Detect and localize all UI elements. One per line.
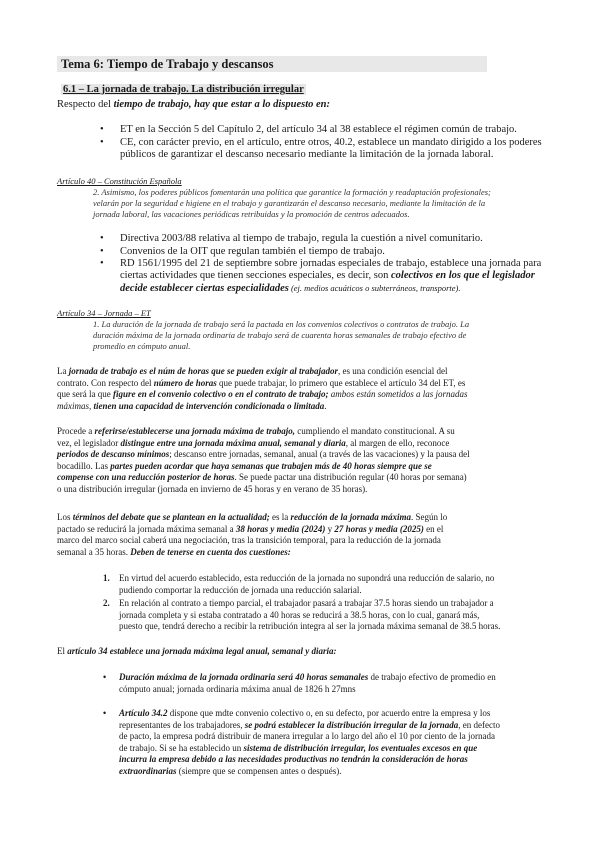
text-run: colectivos en los que el legislador <box>391 270 535 281</box>
text-run: 1. <box>103 573 110 583</box>
text-run: 1. La duración de la jornada de trabajo será la pactada en los convenios colectivos o contratos de trabajo. La <box>93 319 470 329</box>
text-run: Respecto del <box>57 99 114 110</box>
text-run: marco del marco social caberá una negociación, tras la transición temporal, para la reducción de la jornada <box>57 535 441 545</box>
text-run: ; descanso entre jornadas, semanal, anual (a través de las vacaciones) y la pausa del <box>169 449 470 459</box>
text-run: Los <box>57 512 73 522</box>
bullet-icon: • <box>100 124 104 135</box>
text-run: 27 horas y media (2025) <box>334 523 424 534</box>
text-run: partes pueden acordar que haya semanas que trabajen más de 40 horas siempre que se <box>110 460 432 471</box>
text-run: cumpliendo el mandato constitucional. A su <box>294 426 455 436</box>
article-40-title: Artículo 40 – Constitución Española <box>57 176 182 186</box>
text-line <box>57 401 543 413</box>
text-line <box>57 535 543 547</box>
article-34-quote <box>93 319 541 352</box>
text-run: En virtud del acuerdo establecido, esta reducción de la jornada no supondrá una reducción de salario, no <box>119 573 495 583</box>
text-run: referirse/establecerse una jornada máxima de trabajo, <box>94 426 295 436</box>
text-run: artículo 34 establece una jornada máxima legal anual, semanal y diaria: <box>67 646 337 656</box>
paragraph <box>57 512 543 558</box>
bullet-icon: • <box>100 137 104 148</box>
section-heading: 6.1 – La jornada de trabajo. La distribución irregular <box>63 84 304 95</box>
text-run: sistema de distribución irregular, los eventuales excesos en que <box>243 742 478 753</box>
text-run: . Según lo <box>411 512 448 522</box>
text-line <box>57 426 543 438</box>
text-run: Procede a <box>57 426 95 436</box>
text-run: promedio en cómputo anual. <box>93 341 191 351</box>
text-line <box>119 743 531 755</box>
text-run: se podrá establecer la distribución irregular de la jornada <box>244 719 459 730</box>
text-run: vez, el legislador <box>57 437 121 448</box>
text-run: que puede trabajar, lo primero que establece el artículo 34 del ET, es <box>216 377 466 388</box>
text-line <box>119 731 531 743</box>
text-line <box>57 547 543 559</box>
text-run: tienen una capacidad de intervención condicionada o limitada <box>93 400 325 411</box>
text-line <box>57 524 543 536</box>
text-run: puesto que, tendrá derecho a recibir la retribución integra al ser la jornada máxima semanal de 38.5 horas. <box>119 621 501 631</box>
text-run: tiempo de trabajo, hay que estar a lo dispuesto en: <box>113 99 330 110</box>
text-run: decide establecer ciertas especialidades <box>120 283 289 294</box>
text-line <box>57 389 543 401</box>
text-run: 2. Asimismo, los poderes públicos fomentarán una política que garantice la formación y readaptación profesionales; <box>93 187 491 197</box>
text-run: Duración máxima de la jornada ordinaria será 40 horas semanales <box>119 672 369 682</box>
text-run: (ej. medios acuáticos o subterráneos, transporte). <box>288 283 461 293</box>
text-line <box>119 672 531 684</box>
paragraph <box>57 646 543 658</box>
text-line <box>57 449 543 461</box>
text-run: términos del debate que se plantean en la actualidad; <box>72 512 270 522</box>
text-run: de trabajo efectivo de promedio en <box>368 672 496 682</box>
text-run: reducción de la jornada máxima <box>290 512 412 522</box>
text-run: ambos están sometidos a las jornadas <box>328 389 468 399</box>
text-line <box>119 720 531 732</box>
text-run: El <box>57 646 68 656</box>
list-item-continued <box>120 270 550 283</box>
text-run: pactado se reducirá la jornada máxima semanal a <box>57 523 236 534</box>
article-34-title: Artículo 34 – Jornada – ET <box>57 308 151 318</box>
bullet-icon: • <box>100 258 104 269</box>
text-line <box>119 766 531 778</box>
text-run: cómputo anual; jornada ordinaria máxima anual de 1826 h 27mns <box>119 683 356 694</box>
text-run: RD 1561/1995 del 21 de septiembre sobre jornadas especiales de trabajo, establece una jornada para <box>120 258 542 269</box>
text-run: máximas, <box>57 400 94 411</box>
paragraph <box>57 426 543 495</box>
text-run: Deben de tenerse en cuenta dos cuestiones: <box>130 546 291 557</box>
text-run: . <box>324 400 327 411</box>
text-run: semanal a 35 horas. <box>57 546 131 557</box>
bullet-icon: • <box>100 233 104 244</box>
bullet-icon: • <box>103 708 107 718</box>
text-line <box>57 438 543 450</box>
paragraph <box>57 366 543 412</box>
text-run: y <box>325 523 335 534</box>
text-run: pudiendo comportar la reducción de jornada una reducción salarial. <box>119 584 362 595</box>
text-run: extraordinarias <box>119 765 177 776</box>
text-run: , al margen de ello, reconoce <box>345 437 450 448</box>
text-run: Directiva 2003/88 relativa al tiempo de trabajo, regula la cuestión a nivel comunitario. <box>120 233 483 244</box>
text-run: representantes de los trabajadores, <box>119 719 245 730</box>
text-run: ET en la Sección 5 del Capítulo 2, del artículo 34 al 38 establece el régimen común de trabajo. <box>120 124 517 135</box>
text-run: que será la que <box>57 389 113 399</box>
text-run: bocadillo. Las <box>57 460 111 471</box>
text-run: (siempre que se compensen antes o después). <box>176 765 342 776</box>
text-run: ciertas actividades que tienen secciones especiales, es decir, son <box>120 270 392 281</box>
text-run: jornada de trabajo es el núm de horas que se pueden exigir al trabajador <box>68 366 339 376</box>
bullet-icon: • <box>100 246 104 257</box>
text-run: figure en el convenio colectivo o en el contrato de trabajo; <box>112 389 329 399</box>
text-run: , es una condición esencial del <box>338 366 448 376</box>
text-run: o una distribución irregular (jornada en invierno de 45 horas y en verano de 35 horas). <box>57 483 368 494</box>
text-run: 2. <box>103 598 110 608</box>
text-line <box>119 684 531 696</box>
text-run: jornada laboral, las vacaciones periódicas retribuidas y la promoción de centros adecuados. <box>93 209 410 219</box>
text-line <box>57 461 543 473</box>
text-run: de trabajo. Si se ha establecido un <box>119 742 244 753</box>
bullet-icon: • <box>103 672 107 682</box>
text-run: CE, con carácter previo, en el artículo, entre otros, 40.2, establece un mandato dirigido a los poderes <box>120 137 542 148</box>
text-run: velarán por la seguridad e higiene en el trabajo y garantizarán el descanso necesario, mediante la limitación de la <box>93 198 486 208</box>
text-line <box>119 708 531 720</box>
text-run: jornada completa y si estaba contratado a 40 horas se reducirá a 38.5 horas, con lo cual, ganará más, <box>119 609 480 620</box>
text-run: En relación al contrato a tiempo parcial, el trabajador pasará a trabajar 37.5 horas siendo un trabajador a <box>119 598 494 608</box>
text-line <box>119 754 531 766</box>
text-line <box>57 484 543 496</box>
text-line <box>57 512 543 524</box>
text-run: La <box>57 366 69 376</box>
text-run: periodos de descanso mínimos <box>57 449 170 459</box>
text-run: en el <box>423 523 444 534</box>
text-run: Artículo 34.2 <box>119 708 168 718</box>
text-run: 38 horas y media (2024) <box>235 523 326 534</box>
text-line <box>57 366 543 378</box>
text-run: Convenios de la OIT que regulan también el tiempo de trabajo. <box>120 246 385 257</box>
text-run: es la <box>269 512 291 522</box>
text-run: . Se puede pactar una distribución regular (40 horas por semana) <box>234 472 467 482</box>
text-run: , en defecto <box>458 719 500 730</box>
article-40-quote <box>93 187 541 220</box>
text-run: incurra la empresa debido a las necesidades productivas no tendrán la consideración de horas <box>119 754 468 764</box>
list-item-continued: públicos de garantizar el descanso necesario mediante la limitación de la jornada laboral. <box>120 149 494 160</box>
text-line <box>57 378 543 390</box>
page-title: Tema 6: Tiempo de Trabajo y descansos <box>61 57 274 71</box>
text-run: número de horas <box>153 377 217 388</box>
text-run: dispone que mdte convenio colectivo o, en su defecto, por acuerdo entre la empresa y los <box>167 708 491 718</box>
text-run: duración máxima de la jornada ordinaria de trabajo será de cuarenta horas semanales de trabajo efectivo de <box>93 330 467 340</box>
text-run: compense con una reducción posterior de horas <box>57 472 235 482</box>
text-run: contrato. Con respecto del <box>57 377 154 388</box>
text-run: de pacto, la empresa podrá distribuir de manera irregular a lo largo del año el 10 por ciento de la jornada <box>119 731 495 741</box>
intro-line <box>57 99 330 110</box>
list-item-continued <box>120 282 550 296</box>
text-run: distingue entre una jornada máxima anual, semanal y diaria <box>120 437 346 448</box>
text-line <box>57 472 543 484</box>
